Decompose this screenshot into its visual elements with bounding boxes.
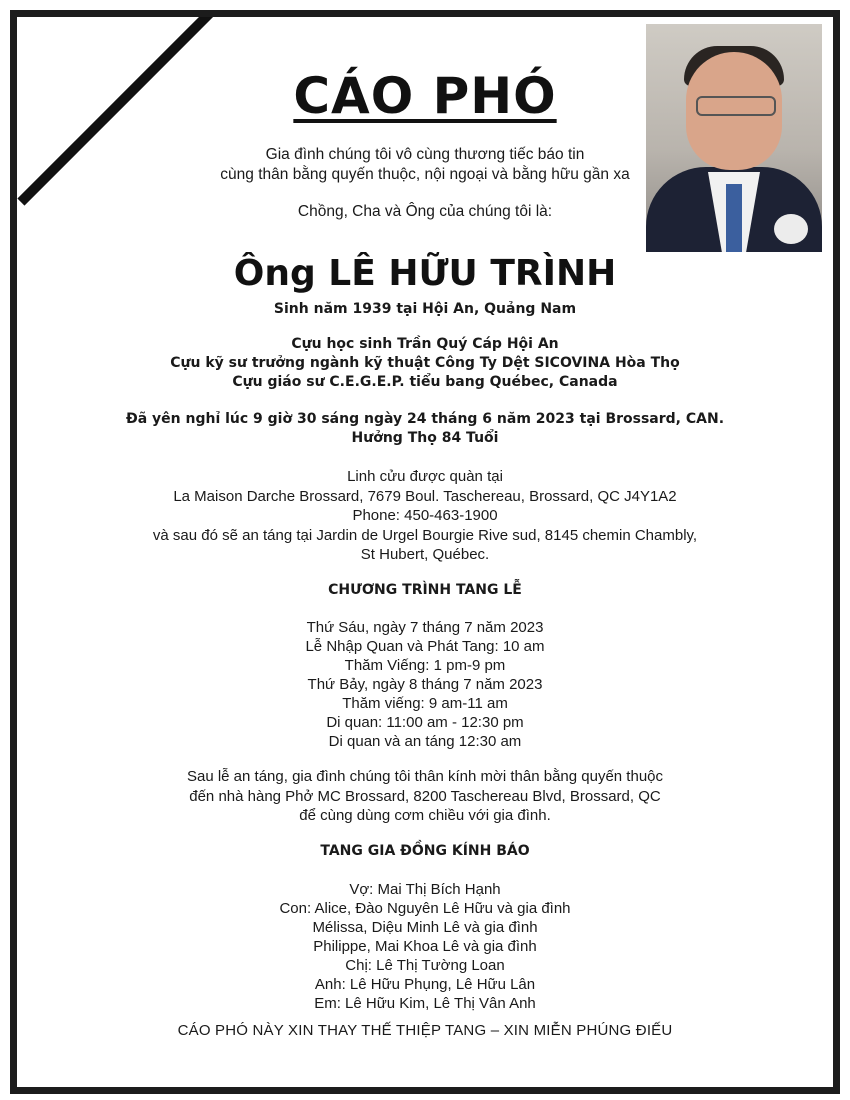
wake-line: Linh cửu được quàn tại: [347, 468, 503, 485]
reception-line: đến nhà hàng Phở MC Brossard, 8200 Taschereau Blvd, Brossard, QC: [189, 787, 661, 805]
family-member: Em: Lê Hữu Kim, Lê Thị Vân Anh: [314, 995, 536, 1012]
family-member: Con: Alice, Đào Nguyên Lê Hữu và gia đình: [279, 900, 571, 917]
intro-line: Gia đình chúng tôi vô cùng thương tiếc báo tin: [265, 146, 585, 163]
career-line: Cựu giáo sư C.E.G.E.P. tiểu bang Québec, Canada: [232, 374, 618, 390]
footer-note: CÁO PHÓ NÀY XIN THAY THẾ THIỆP TANG – XIN MIỄN PHÚNG ĐIẾU: [177, 1022, 673, 1039]
obituary-card: [10, 10, 840, 1094]
family-member: Mélissa, Diệu Minh Lê và gia đình: [312, 919, 538, 936]
program-line: Di quan: 11:00 am - 12:30 pm: [326, 714, 524, 731]
wake-line: Phone: 450-463-1900: [352, 507, 498, 524]
birth-info: Sinh năm 1939 tại Hội An, Quảng Nam: [273, 301, 577, 317]
program-line: Lễ Nhập Quan và Phát Tang: 10 am: [305, 638, 545, 655]
program-line: Thăm viếng: 9 am-11 am: [342, 695, 508, 712]
family-title: TANG GIA ĐỒNG KÍNH BÁO: [320, 843, 530, 859]
relationship-line: Chồng, Cha và Ông của chúng tôi là:: [297, 203, 553, 220]
career-info: [17, 335, 833, 392]
deceased-name: Ông LÊ HỮU TRÌNH: [233, 253, 617, 294]
family-member: Vợ: Mai Thị Bích Hạnh: [349, 881, 501, 898]
reception-line: để cùng dùng cơm chiều với gia đình.: [299, 807, 551, 824]
wake-line: St Hubert, Québec.: [360, 546, 490, 563]
program-schedule: [17, 618, 833, 751]
intro-text: [17, 145, 833, 185]
death-line: Đã yên nghỉ lúc 9 giờ 30 sáng ngày 24 tháng 6 năm 2023 tại Brossard, CAN.: [125, 411, 725, 427]
program-line: Thứ Bảy, ngày 8 tháng 7 năm 2023: [307, 676, 543, 693]
career-line: Cựu học sinh Trần Quý Cáp Hội An: [291, 336, 559, 352]
wake-line: La Maison Darche Brossard, 7679 Boul. Taschereau, Brossard, QC J4Y1A2: [173, 487, 677, 505]
page-title: CÁO PHÓ: [293, 67, 557, 125]
program-line: Di quan và an táng 12:30 am: [328, 733, 522, 750]
wake-location: [17, 467, 833, 565]
reception-info: [17, 767, 833, 826]
intro-line: cùng thân bằng quyến thuộc, nội ngoại và bằng hữu gần xa: [220, 166, 630, 183]
family-member: Philippe, Mai Khoa Lê và gia đình: [313, 938, 537, 955]
wake-line: và sau đó sẽ an táng tại Jardin de Urgel Bourgie Rive sud, 8145 chemin Chambly,: [152, 526, 698, 544]
program-title: CHƯƠNG TRÌNH TANG LỄ: [328, 582, 522, 598]
program-line: Thăm Viếng: 1 pm-9 pm: [344, 657, 506, 674]
program-line: Thứ Sáu, ngày 7 tháng 7 năm 2023: [306, 619, 544, 636]
career-line: Cựu kỹ sư trưởng ngành kỹ thuật Công Ty Dệt SICOVINA Hòa Thọ: [170, 355, 680, 371]
death-info: [17, 410, 833, 448]
family-member: Chị: Lê Thị Tường Loan: [345, 957, 505, 974]
age-line: Hưởng Thọ 84 Tuổi: [351, 430, 499, 446]
family-list: [17, 880, 833, 1013]
reception-line: Sau lễ an táng, gia đình chúng tôi thân kính mời thân bằng quyến thuộc: [186, 768, 663, 785]
family-member: Anh: Lê Hữu Phụng, Lê Hữu Lân: [314, 976, 536, 993]
